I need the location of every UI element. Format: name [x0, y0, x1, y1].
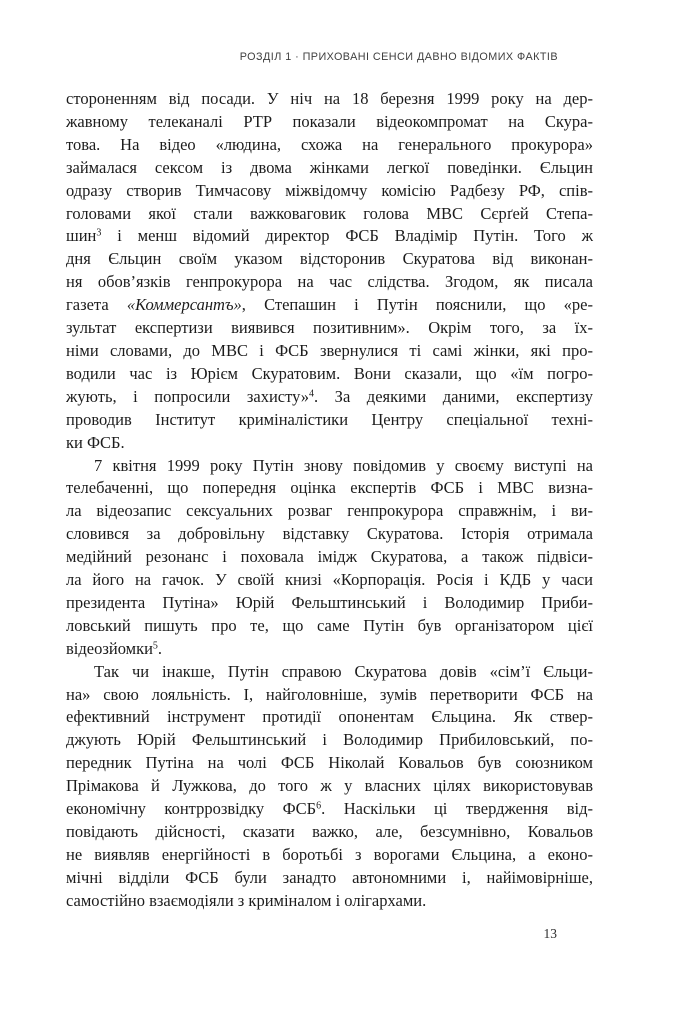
text-segment: на» свою лояльність. І, найголовніше, зумів перетворити ФСБ на [66, 684, 593, 704]
text-line [66, 432, 593, 455]
text-line [66, 844, 593, 867]
text-segment: і менш відомий директор ФСБ Владімір Путін. Того ж [101, 226, 593, 246]
text-segment: не виявляв енергійності в боротьбі з ворогами Єльцина, а еконо- [66, 844, 593, 864]
text-segment: Прімакова й Лужкова, до того ж у власних цілях використовував [66, 776, 593, 796]
text-line [66, 294, 593, 317]
footnote-reference: 5 [152, 640, 158, 652]
text-segment: головами якої стали важковаговик голова МВС Сєрґей Степа- [66, 203, 593, 223]
text-segment: стороненням від посади. У ніч на 18 березня 1999 року на дер- [66, 89, 593, 108]
text-line [66, 111, 593, 134]
text-segment: зультат експертизи виявився позитивним». Окрім того, за їх- [66, 318, 593, 338]
text-segment: шин [66, 226, 97, 246]
text-line [66, 546, 593, 569]
text-segment: газета [66, 295, 127, 315]
text-line [66, 775, 593, 798]
text-segment: президента Путіна» Юрій Фельштинський і Володимир Приби- [66, 592, 593, 612]
text-segment: телебаченні, що попередня оцінка експертів ФСБ і МВС визна- [66, 478, 593, 498]
text-segment: мічні відділи ФСБ були занадто автономними і, найімовірніше, [66, 867, 593, 887]
text-line [66, 684, 593, 707]
text-line [66, 867, 593, 890]
text-segment: передник Путіна на чолі ФСБ Ніколай Ковальов був союзником [66, 753, 593, 773]
text-segment: . [157, 638, 163, 658]
text-line [66, 157, 593, 180]
text-segment: ловський пишуть про те, що саме Путін був організатором цієї [66, 615, 593, 635]
paragraph [66, 88, 593, 455]
text-line [66, 569, 593, 592]
text-segment: жують, і попросили захисту» [66, 386, 310, 406]
text-line [66, 409, 593, 432]
text-segment: ефективний інструмент протидії опонентам Єльцина. Як ствер- [66, 707, 593, 727]
text-segment: водили час із Юрієм Скуратовим. Вони сказали, що «їм погро- [66, 363, 593, 383]
text-line [66, 752, 593, 775]
text-line [66, 363, 593, 386]
paragraph [66, 661, 593, 913]
text-segment: економічну контррозвідку ФСБ [66, 799, 317, 819]
text-segment: ня обов’язків генпрокурора на час слідства. Згодом, як писала [66, 272, 593, 292]
text-segment: відеозйомки [66, 638, 153, 658]
text-segment: , Степашин і Путін пояснили, що «ре- [241, 295, 593, 315]
footnote-reference: 4 [309, 388, 315, 400]
text-line [66, 455, 593, 478]
paragraph [66, 455, 593, 661]
text-line [66, 88, 593, 111]
footnote-reference: 6 [316, 800, 322, 812]
text-segment: . За деякими даними, експертизу [314, 386, 593, 406]
text-segment: жавному телеканалі РТР показали відеокомпромат на Скура- [66, 111, 593, 131]
text-line [66, 798, 593, 821]
text-segment: ки ФСБ. [66, 432, 125, 452]
text-line [66, 500, 593, 523]
page-number [544, 926, 558, 942]
text-line [66, 134, 593, 157]
text-line [66, 248, 593, 271]
text-line [66, 615, 593, 638]
text-line [66, 386, 593, 409]
text-segment: одразу створив Тимчасову міжвідомчу комісію Радбезу РФ, спів- [66, 180, 593, 200]
text-segment: дня Єльцин своїм указом відсторонив Скуратова від виконан- [66, 249, 593, 269]
text-segment: . Наскільки ці твердження від- [321, 799, 593, 819]
text-line [66, 271, 593, 294]
text-line [66, 592, 593, 615]
text-line [66, 821, 593, 844]
footnote-reference: 3 [96, 227, 102, 239]
italic-text: «Коммерсантъ» [126, 295, 242, 315]
text-line [66, 638, 593, 661]
text-segment: займалася сексом із двома жінками легкої поведінки. Єльцин [66, 157, 593, 177]
text-segment: 7 квітня 1999 року Путін знову повідомив у своєму виступі на [94, 455, 593, 475]
text-segment: това. На відео «людина, схожа на генерального прокурора» [66, 134, 593, 154]
text-line [66, 340, 593, 363]
body-text [66, 88, 593, 913]
text-line [66, 477, 593, 500]
page-number-text: 13 [543, 926, 557, 941]
text-line [66, 890, 593, 913]
text-line [66, 225, 593, 248]
text-line [66, 317, 593, 340]
text-segment: проводив Інститут криміналістики Центру спеціальної техні- [66, 409, 593, 429]
running-header [240, 51, 558, 63]
text-segment: Так чи інакше, Путін справою Скуратова довів «сім’ї Єльци- [94, 661, 593, 681]
text-segment: словився за добровільну відставку Скуратова. Історія отримала [66, 524, 593, 544]
text-line [66, 523, 593, 546]
text-line [66, 661, 593, 684]
text-segment: джують Юрій Фельштинський і Володимир Прибиловський, по- [66, 730, 593, 750]
text-line [66, 706, 593, 729]
text-segment: ла відеозапис сексуальних розваг генпрокурора справжнім, і ви- [66, 501, 593, 521]
text-segment: самостійно взаємодіяли з криміналом і олігархами. [66, 890, 427, 910]
text-segment: повідають дійсності, сказати важко, але, безсумнівно, Ковальов [66, 822, 593, 841]
text-line [66, 729, 593, 752]
text-segment: німи словами, до МВС і ФСБ звернулися ті самі жінки, які про- [66, 340, 593, 360]
text-segment: медійний резонанс і поховала імідж Скуратова, а також підвіси- [66, 547, 593, 567]
text-line [66, 203, 593, 226]
text-segment: ла його на гачок. У своїй книзі «Корпорація. Росія і КДБ у часи [66, 570, 593, 590]
running-header-text: РОЗДІЛ 1 · ПРИХОВАНІ СЕНСИ ДАВНО ВІДОМИХ ФАКТІВ [239, 51, 558, 63]
text-line [66, 180, 593, 203]
